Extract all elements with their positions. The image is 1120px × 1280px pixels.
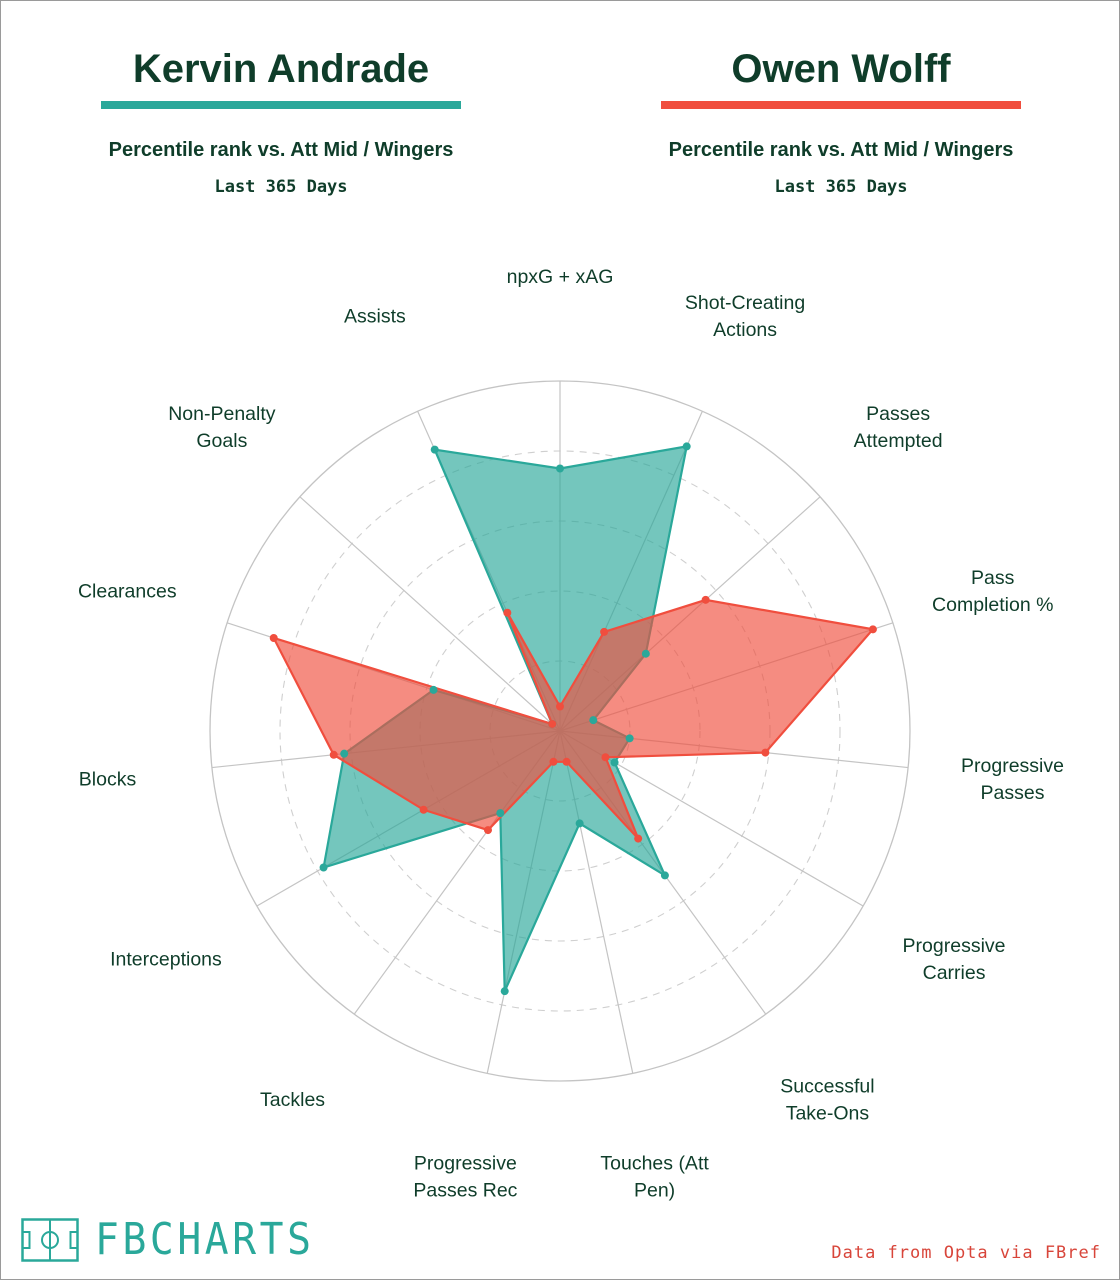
- data-point: [600, 628, 608, 636]
- player-two-subtitle: Percentile rank vs. Att Mid / Wingers: [668, 139, 1014, 161]
- player-one-subtitle: Percentile rank vs. Att Mid / Wingers: [108, 139, 454, 161]
- data-point: [320, 864, 328, 872]
- logo-text: FBCHARTS: [95, 1214, 315, 1265]
- data-point: [340, 750, 348, 758]
- axis-label: Assists: [344, 305, 406, 328]
- fbcharts-logo: [21, 1215, 339, 1265]
- data-point: [503, 609, 511, 617]
- axis-label: Progressive Passes Rec: [413, 1152, 518, 1202]
- data-point: [661, 871, 669, 879]
- axis-label: Clearances: [77, 580, 177, 603]
- data-point: [496, 809, 504, 817]
- axis-label: Tackles: [260, 1089, 326, 1112]
- axis-label: Interceptions: [110, 948, 222, 971]
- data-point: [869, 625, 877, 633]
- data-point: [642, 650, 650, 658]
- data-point: [683, 442, 691, 450]
- pitch-icon: [21, 1218, 79, 1262]
- data-point: [484, 826, 492, 834]
- radar-chart: [1, 1, 1119, 1279]
- data-point: [549, 758, 557, 766]
- axis-label: Progressive Passes: [961, 755, 1064, 805]
- data-point: [431, 446, 439, 454]
- player-one-period: Last 365 Days: [214, 177, 348, 197]
- axis-label: Blocks: [78, 768, 137, 791]
- data-point: [420, 806, 428, 814]
- axis-label: Passes Attempted: [853, 403, 943, 453]
- data-point: [634, 835, 642, 843]
- data-point: [563, 758, 571, 766]
- axis-label: Shot-Creating Actions: [684, 291, 806, 341]
- data-point: [589, 716, 597, 724]
- player-two-name: Owen Wolff: [731, 47, 951, 91]
- axis-label: npxG + xAG: [506, 266, 614, 288]
- axis-label: Pass Completion %: [932, 566, 1054, 616]
- axis-label: Non-Penalty Goals: [168, 403, 276, 453]
- axis-label: Touches (Att Pen): [600, 1152, 709, 1202]
- data-point: [611, 759, 619, 767]
- data-point: [576, 819, 584, 827]
- player-one-name: Kervin Andrade: [132, 47, 430, 91]
- player-two-period: Last 365 Days: [774, 177, 908, 197]
- data-point: [270, 634, 278, 642]
- data-point: [556, 703, 564, 711]
- data-point: [430, 686, 438, 694]
- axis-label: Progressive Carries: [902, 935, 1006, 984]
- data-source-note: Data from Opta via FBref: [831, 1243, 1101, 1263]
- data-point: [702, 596, 710, 604]
- data-point: [626, 734, 634, 742]
- data-point: [548, 720, 556, 728]
- data-point: [330, 751, 338, 759]
- data-point: [761, 749, 769, 757]
- data-point: [556, 465, 564, 473]
- axis-label: Successful Take-Ons: [780, 1075, 875, 1125]
- data-point: [501, 987, 509, 995]
- data-point: [601, 753, 609, 761]
